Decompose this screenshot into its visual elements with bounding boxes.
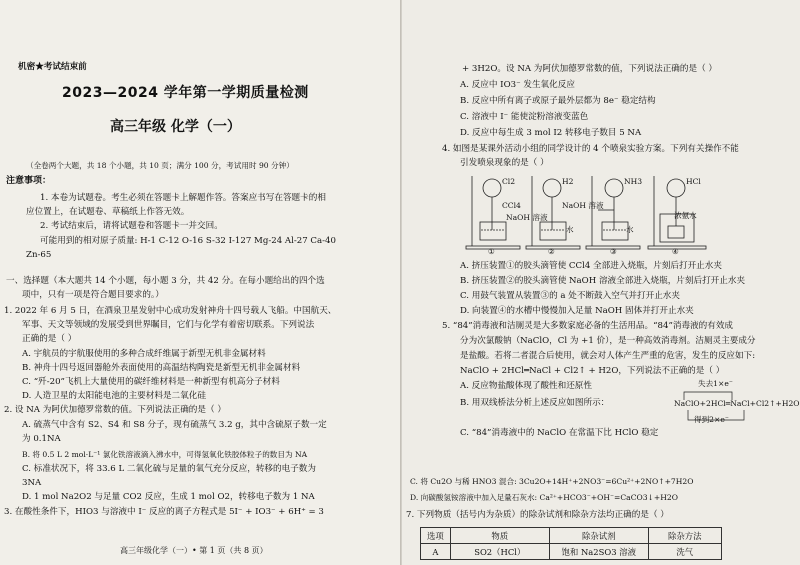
bridge-bottom-label: 得到2×e⁻	[694, 415, 729, 424]
q5-line: NaClO + 2HCl═NaCl + Cl2↑ + H2O，下列说法不正确的是（ ）	[460, 366, 725, 376]
q3-line: 3. 在酸性条件下，HIO3 与溶液中 I⁻ 反应的离子方程式是 5I⁻ + IO3⁻ + 6H⁺ = 3	[4, 507, 324, 517]
exam-info: （全卷两个大题，共 18 个小题，共 10 页；满分 100 分，考试用时 90 分钟）	[26, 161, 294, 170]
bridge-top-label: 失去1×e⁻	[698, 379, 733, 388]
q5-line: 是盐酸。若将二者混合后使用，就会对人体产生严重的危害，发生的反应如下:	[460, 351, 756, 361]
q1-option: B. 神舟十四号返回器舱外表面使用的高温结构陶瓷是新型无机非金属材料	[22, 363, 301, 373]
page-footer: 高三年级化学（一）• 第 1 页（共 8 页）	[120, 546, 268, 555]
table-cell: 饱和 Na2SO3 溶液	[549, 544, 648, 560]
apparatus-number: ②	[548, 247, 555, 256]
liquid-label: NaOH 溶液	[562, 201, 604, 210]
double-bridge-diagram	[674, 379, 800, 428]
gas-label: H2	[562, 177, 574, 186]
right-page	[402, 0, 800, 565]
q4-option: A. 挤压装置①的胶头滴管使 CCl4 全部进入烧瓶，片刻后打开止水夹	[460, 261, 722, 271]
q1-line: 1. 2022 年 6 月 5 日，在酒泉卫星发射中心成功发射神舟十四号载人飞船。中国航天、	[4, 306, 337, 316]
q3-option: B. 反应中所有离子或原子最外层都为 8e⁻ 稳定结构	[460, 96, 656, 106]
table-row	[421, 544, 722, 560]
notes-heading: 注意事项：	[6, 176, 52, 186]
purification-table	[420, 527, 722, 560]
note-line: 2. 考试结束后，请将试题卷和答题卡一并交回。	[40, 221, 223, 231]
exam-subtitle: 高三年级 化学（一）	[110, 119, 241, 135]
exam-title: 2023—2024 学年第一学期质量检测	[62, 85, 309, 101]
q6-option: D. 向碳酸氢铵溶液中加入足量石灰水: Ca²⁺+HCO3⁻+OH⁻=CaCO3↓+H2O	[410, 493, 678, 502]
q4-option: D. 向装置④的水槽中慢慢加入足量 NaOH 固体并打开止水夹	[460, 306, 694, 316]
section-heading: 项中，只有一项是符合题目要求的。）	[22, 290, 164, 300]
q5-option: B. 用双线桥法分析上述反应如图所示：	[460, 398, 610, 408]
q6-option: C. 将 Cu2O 与稀 HNO3 混合: 3Cu2O+14H⁺+2NO3⁻=6Cu²⁺+2NO↑+7H2O	[410, 477, 694, 486]
note-line: Zn-65	[26, 250, 52, 260]
gas-label: HCl	[686, 177, 701, 186]
q2-option: C. 标准状况下，将 33.6 L 二氧化硫与足量的氧气充分反应，转移的电子数为	[22, 464, 316, 474]
liquid-label: 水	[626, 225, 634, 234]
note-line: 1. 本卷为试题卷。考生必须在答题卡上解题作答。答案应书写在答题卡的相	[40, 193, 326, 203]
q2-option: 3NA	[22, 478, 42, 488]
gas-label: NH3	[624, 177, 643, 186]
q3-option: A. 反应中 IO3⁻ 发生氧化反应	[460, 80, 575, 90]
q4-line: 引发喷泉现象的是（ ）	[460, 158, 549, 168]
apparatus-number: ③	[610, 247, 617, 256]
q5-line: 5. “84”消毒液和洁厕灵是大多数家庭必备的生活用品。“84”消毒液的有效成	[442, 321, 734, 331]
q4-option: B. 挤压装置②的胶头滴管使 NaOH 溶液全部进入烧瓶，片刻后打开止水夹	[460, 276, 746, 286]
q2-option: D. 1 mol Na2O2 与足量 CO2 反应，生成 1 mol O2，转移电子数为 1 NA	[22, 492, 315, 502]
table-cell: SO2（HCl）	[450, 544, 549, 560]
q1-option: A. 宇航员的宇航服使用的多种合成纤维属于新型无机非金属材料	[22, 349, 266, 359]
q3-line: + 3H2O。设 NA 为阿伏加德罗常数的值，下列说法正确的是（ ）	[462, 64, 717, 74]
note-line: 应位置上，在试题卷、草稿纸上作答无效。	[26, 207, 190, 217]
q1-line: 正确的是（ ）	[22, 334, 77, 344]
gas-label: Cl2	[502, 177, 516, 186]
q2-option: 为 0.1NA	[22, 434, 61, 444]
liquid-label: NaOH 溶液	[506, 213, 548, 222]
q5-option: C. “84”消毒液中的 NaClO 在常温下比 HClO 稳定	[460, 428, 659, 438]
liquid-label: CCl4	[502, 201, 521, 210]
secret-mark: 机密★考试结束前	[18, 62, 87, 72]
liquid-label: 水	[566, 225, 574, 234]
q3-option: C. 溶液中 I⁻ 能使淀粉溶液变蓝色	[460, 112, 589, 122]
q2-line: 2. 设 NA 为阿伏加德罗常数的值。下列说法正确的是（ ）	[4, 405, 226, 415]
apparatus-number: ④	[672, 247, 679, 256]
liquid-label: 浓氨水	[674, 211, 697, 220]
q1-option: D. 人造卫星的太阳能电池的主要材料是二氧化硅	[22, 391, 206, 401]
q4-option: C. 用鼓气装置从装置③的 a 处不断鼓入空气并打开止水夹	[460, 291, 680, 301]
note-line: 可能用到的相对原子质量: H-1 C-12 O-16 S-32 I-127 Mg-24 Al-27 Ca-40	[40, 236, 336, 246]
apparatus-number: ①	[488, 247, 495, 256]
table-cell: 洗气	[648, 544, 721, 560]
q7-line: 7. 下列物质（括号内为杂质）的除杂试剂和除杂方法均正确的是（ ）	[406, 510, 669, 520]
table-header: 除杂方法	[648, 528, 721, 544]
table-cell: A	[421, 544, 451, 560]
q5-option: A. 反应物盐酸体现了酸性和还原性	[460, 381, 592, 391]
q1-option: C. “歼-20”飞机上大量使用的碳纤维材料是一种新型有机高分子材料	[22, 377, 280, 387]
table-header-row	[421, 528, 722, 544]
table-header: 物质	[450, 528, 549, 544]
table-header: 除杂试剂	[549, 528, 648, 544]
bridge-equation: NaClO+2HCl═NaCl+Cl2↑+H2O	[674, 399, 800, 408]
q1-line: 军事、天文等领域的发展受到世界瞩目，它们与化学有着密切联系。下列说法	[22, 320, 315, 330]
q3-option: D. 反应中每生成 3 mol I2 转移电子数目 5 NA	[460, 128, 642, 138]
table-header: 选项	[421, 528, 451, 544]
q4-line: 4. 如图是某课外活动小组的同学设计的 4 个喷泉实验方案。下列有关操作不能	[442, 144, 739, 154]
section-heading: 一、选择题（本大题共 14 个小题，每小题 3 分，共 42 分。在每小题给出的四个选	[6, 276, 325, 286]
q5-line: 分为次氯酸钠（NaClO，Cl 为 +1 价），是一种高效消毒剂。洁厕灵主要成分	[460, 336, 756, 346]
q2-option: A. 硫蒸气中含有 S2、S4 和 S8 分子，现有硫蒸气 3.2 g，其中含硫原子数一定	[22, 420, 327, 430]
q2-option: B. 将 0.5 L 2 mol·L⁻¹ 氯化铁溶液滴入沸水中，可得氢氧化铁胶体粒子的数目为 NA	[22, 450, 308, 459]
